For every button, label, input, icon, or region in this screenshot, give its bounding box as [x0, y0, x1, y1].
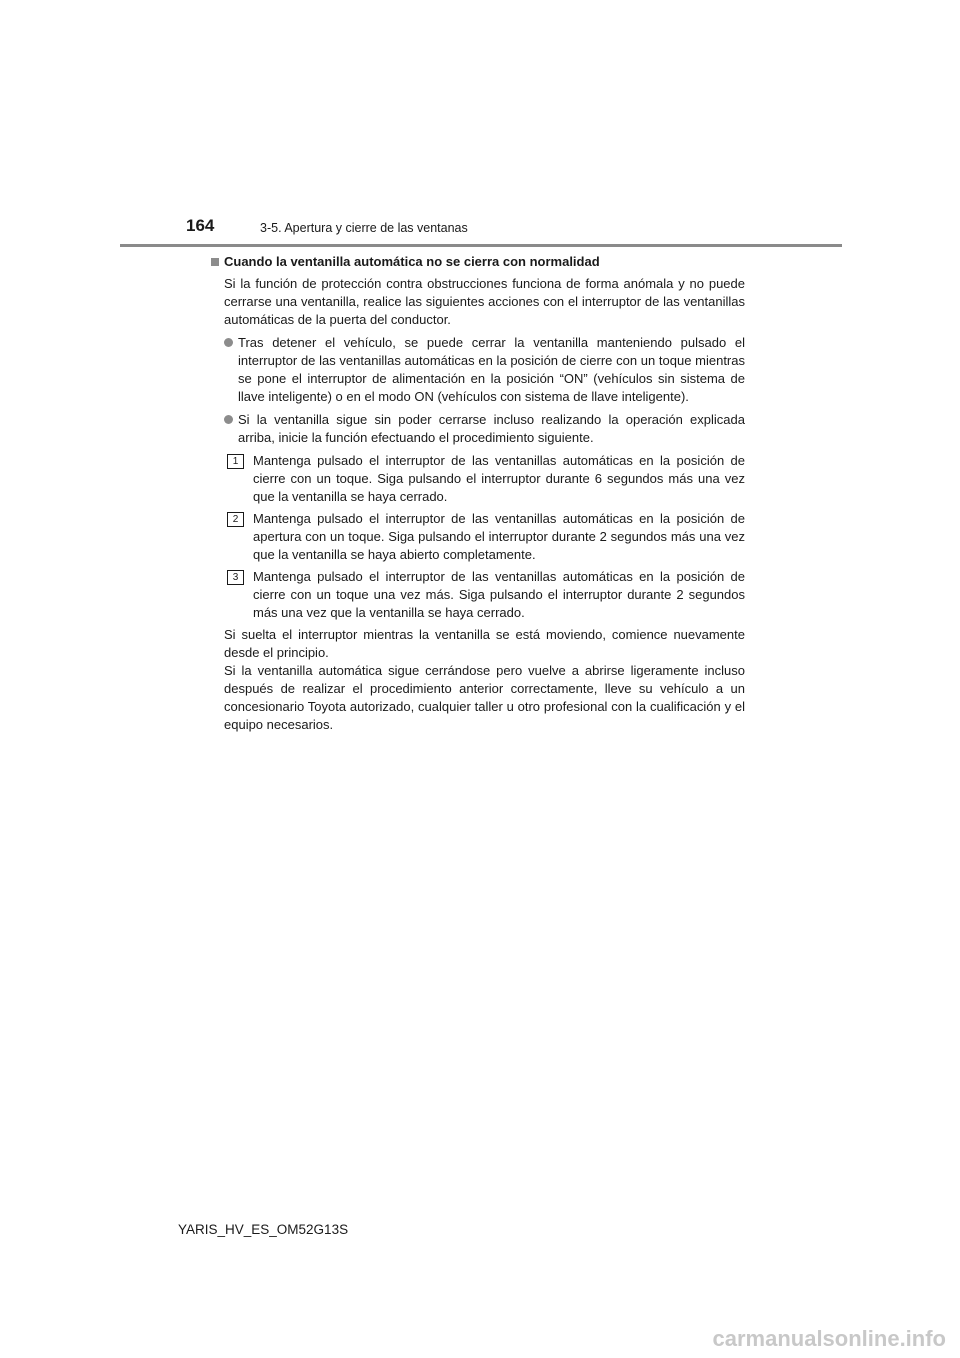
page-number: 164 [186, 216, 215, 235]
circle-bullet-icon [224, 338, 233, 347]
step-item [227, 510, 745, 564]
circle-bullet-icon [224, 415, 233, 424]
bullet-text: Tras detener el vehículo, se puede cerrar la ventanilla manteniendo pulsado el interruptor de las ventanillas automáticas en la posición de cierre con un toque mientras se pone el interruptor de alimentación en la posición “ON” (vehículos sin sistema de llave inteligente) o en el modo ON (vehículos con sistema de llave inteligente). [238, 335, 745, 404]
step-item [227, 568, 745, 622]
intro-paragraph: Si la función de protección contra obstrucciones funciona de forma anómala y no puede cerrarse una ventanilla, realice las siguientes acciones con el interruptor de las ventanillas automáticas de la puerta del conductor. [224, 276, 745, 327]
header-rule [120, 244, 842, 247]
square-bullet-icon [211, 258, 219, 266]
closing-notes [224, 626, 745, 734]
bullet-item [224, 411, 745, 447]
content [211, 253, 745, 734]
bullet-text: Si la ventanilla sigue sin poder cerrarse incluso realizando la operación explicada arriba, inicie la función efectuando el procedimiento siguiente. [238, 412, 745, 445]
section-heading: Cuando la ventanilla automática no se cierra con normalidad [224, 254, 600, 269]
step-text: Mantenga pulsado el interruptor de las ventanillas automáticas en la posición de apertura con un toque. Siga pulsando el interruptor durante 2 segundos más una vez que la ventanilla se haya abierto completamente. [253, 511, 745, 562]
step-number-box: 1 [227, 454, 244, 469]
step-item [227, 452, 745, 506]
step-number-box: 3 [227, 570, 244, 585]
closing-paragraph: Si la ventanilla automática sigue cerrándose pero vuelve a abrirse ligeramente incluso después de realizar el procedimiento anterior correctamente, lleve su vehículo a un concesionario Toyota autorizado, cualquier taller u otro profesional con la cualificación y el equipo necesarios. [224, 663, 745, 732]
bullet-item [224, 334, 745, 406]
step-number-box: 2 [227, 512, 244, 527]
heading-row [211, 253, 745, 271]
footer-doc-code: YARIS_HV_ES_OM52G13S [178, 1222, 349, 1237]
step-text: Mantenga pulsado el interruptor de las ventanillas automáticas en la posición de cierre con un toque una vez más. Siga pulsando el interruptor durante 2 segundos más una vez que la ventanilla se haya cerrado. [253, 569, 745, 620]
step-text: Mantenga pulsado el interruptor de las ventanillas automáticas en la posición de cierre con un toque. Siga pulsando el interruptor durante 6 segundos más una vez que la ventanilla se haya cerrado. [253, 453, 745, 504]
section-title: 3-5. Apertura y cierre de las ventanas [260, 221, 468, 235]
closing-paragraph: Si suelta el interruptor mientras la ventanilla se está moviendo, comience nuevamente desde el principio. [224, 627, 745, 660]
watermark-link[interactable]: carmanualsonline.info [712, 1326, 946, 1351]
